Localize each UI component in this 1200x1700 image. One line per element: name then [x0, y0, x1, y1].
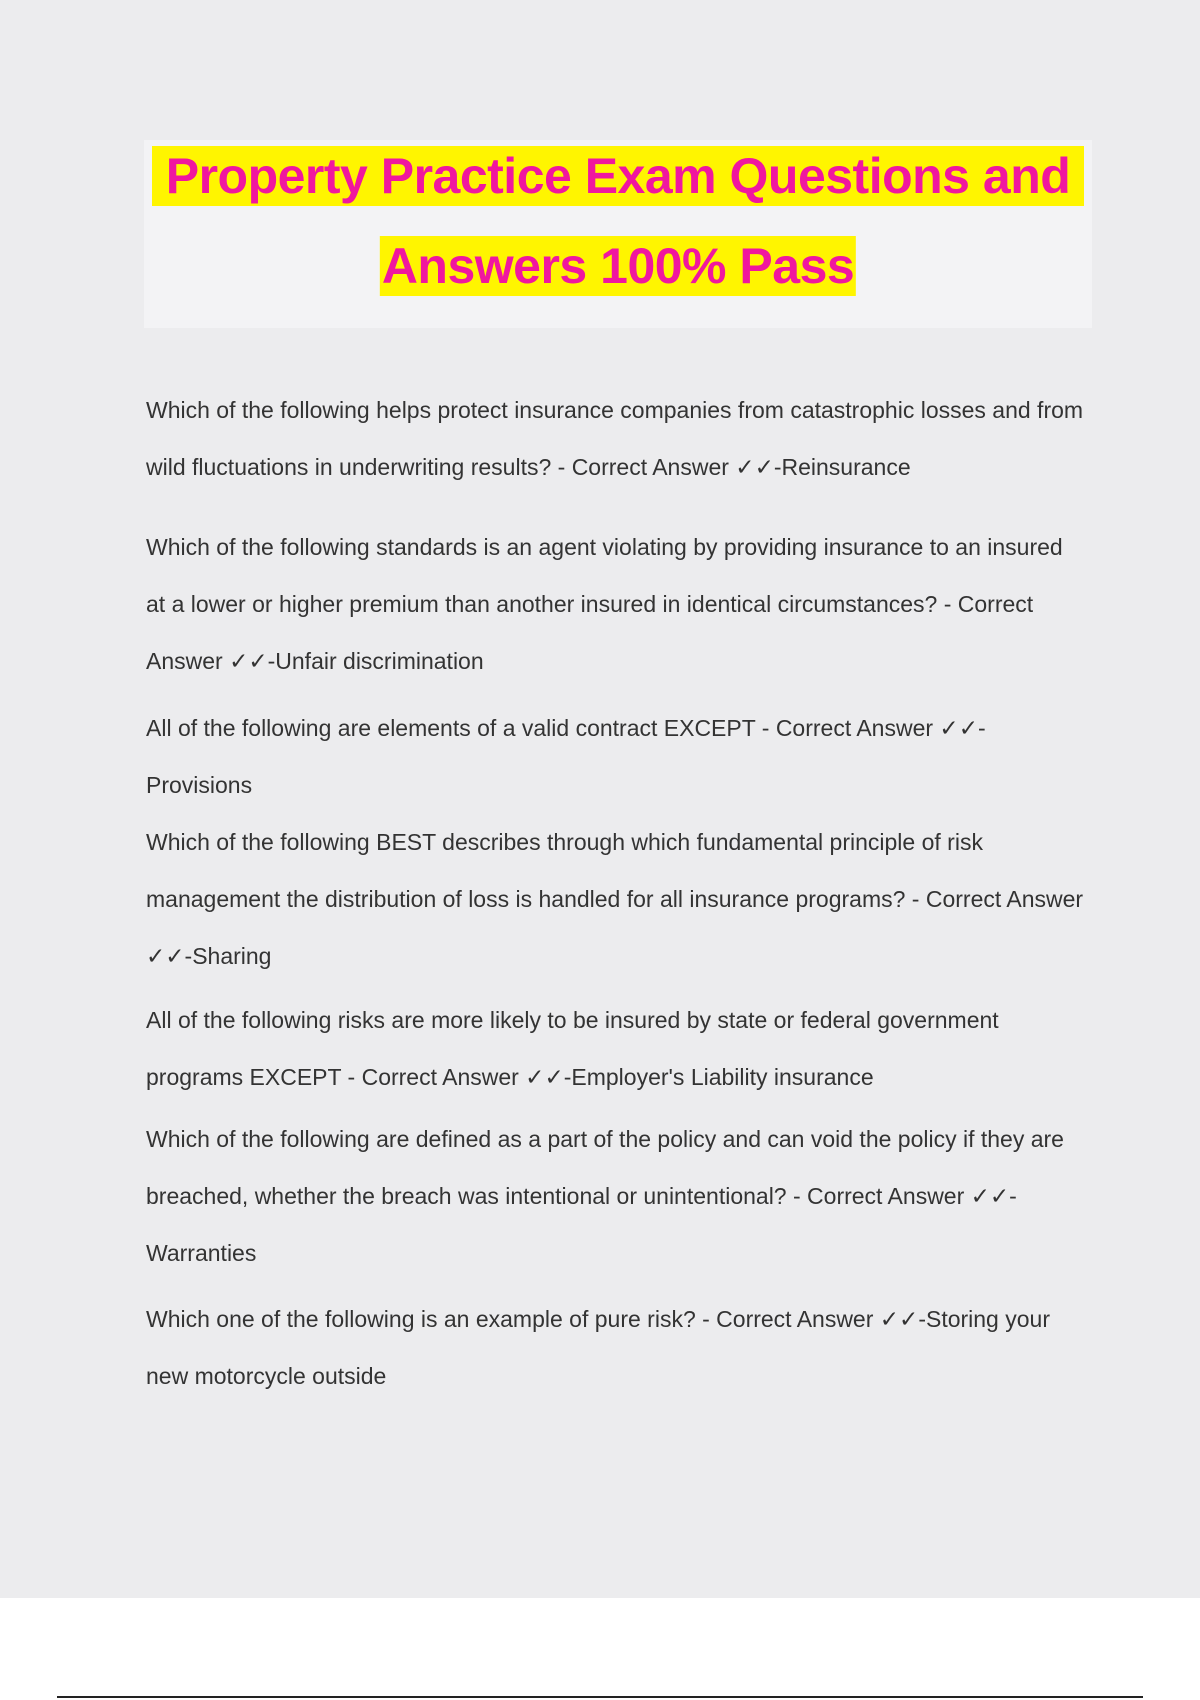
qa-item-text: Which of the following standards is an agent violating by providing insurance to an insured at a lower or higher premium than another insured in identical circumstances? - Correct Answer ✓✓-Unfair discrimination	[146, 534, 1063, 674]
qa-item-3	[146, 700, 1086, 814]
qa-item-7	[146, 1291, 1086, 1405]
qa-item-text: Which of the following helps protect insurance companies from catastrophic losses and from wild fluctuations in underwriting results? - Correct Answer ✓✓-Reinsurance	[146, 397, 1084, 480]
qa-item-5	[146, 992, 1086, 1106]
qa-item-text: All of the following are elements of a valid contract EXCEPT - Correct Answer ✓✓-Provisions	[146, 715, 986, 798]
document-title-line-1: Property Practice Exam Questions and	[152, 146, 1084, 206]
qa-item-2	[146, 519, 1086, 690]
document-title-line-2: Answers 100% Pass	[381, 238, 855, 294]
title-block	[144, 140, 1092, 328]
qa-item-text: Which of the following are defined as a part of the policy and can void the policy if they are breached, whether the breach was intentional or unintentional? - Correct Answer ✓✓-Warranties	[146, 1126, 1064, 1266]
qa-item-text: All of the following risks are more likely to be insured by state or federal government programs EXCEPT - Correct Answer ✓✓-Employer's Liability insurance	[146, 1007, 999, 1090]
qa-item-text: Which one of the following is an example of pure risk? - Correct Answer ✓✓-Storing your new motorcycle outside	[146, 1306, 1050, 1389]
qa-item-4	[146, 814, 1086, 985]
qa-item-6	[146, 1111, 1086, 1282]
page-divider	[57, 1696, 1143, 1698]
qa-item-1	[146, 382, 1086, 496]
qa-item-text: Which of the following BEST describes through which fundamental principle of risk management the distribution of loss is handled for all insurance programs? - Correct Answer ✓✓-Sharing	[146, 829, 1084, 969]
